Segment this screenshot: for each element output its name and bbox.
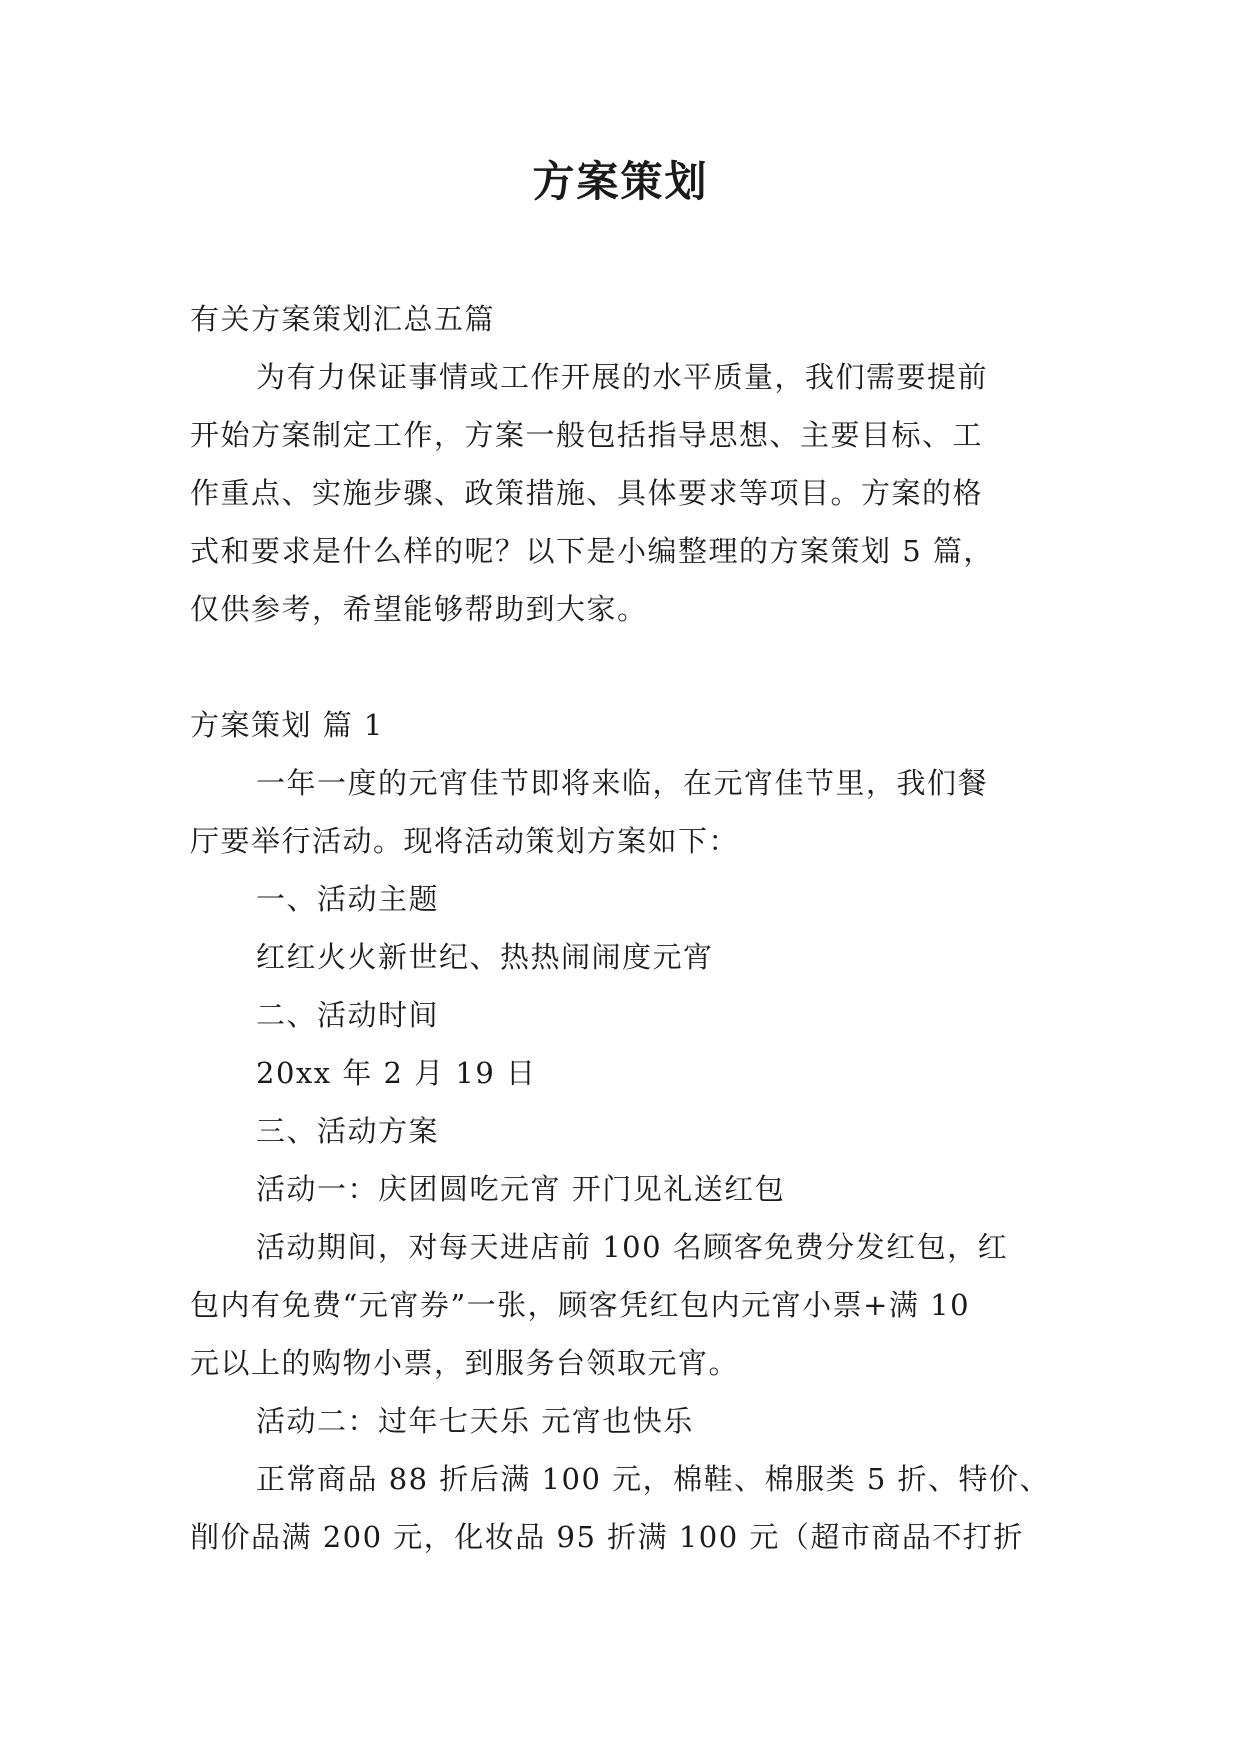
activity1-heading: 活动一：庆团圆吃元宵 开门见礼送红包: [256, 1172, 786, 1206]
plan-heading: 三、活动方案: [256, 1114, 440, 1148]
intro-line: 仅供参考，希望能够帮助到大家。: [190, 592, 648, 626]
document-title: 方案策划: [532, 157, 709, 206]
activity2-heading: 活动二：过年七天乐 元宵也快乐: [256, 1404, 694, 1438]
activity2-line: 削价品满 200 元，化妆品 95 折满 100 元（超市商品不打折: [190, 1520, 1024, 1554]
activity1-line: 包内有免费“元宵券”一张，顾客凭红包内元宵小票+满 10: [190, 1288, 971, 1322]
paragraph-gap: [190, 638, 1060, 696]
section-intro-line: 厅要举行活动。现将活动策划方案如下：: [190, 824, 740, 858]
theme-heading: 一、活动主题: [256, 882, 440, 916]
activity1-line: 活动期间，对每天进店前 100 名顾客免费分发红包，红: [256, 1230, 1009, 1264]
intro-line: 开始方案制定工作，方案一般包括指导思想、主要目标、工: [190, 418, 984, 452]
intro-line: 为有力保证事情或工作开展的水平质量，我们需要提前: [256, 360, 989, 394]
activity2-line: 正常商品 88 折后满 100 元，棉鞋、棉服类 5 折、特价、: [256, 1462, 1051, 1496]
intro-line: 作重点、实施步骤、政策措施、具体要求等项目。方案的格: [190, 476, 984, 510]
theme-text: 红红火火新世纪、热热闹闹度元宵: [256, 940, 714, 974]
document-subtitle: 有关方案策划汇总五篇: [190, 302, 496, 336]
section-intro-line: 一年一度的元宵佳节即将来临，在元宵佳节里，我们餐: [256, 766, 989, 800]
activity1-line: 元以上的购物小票，到服务台领取元宵。: [190, 1346, 740, 1380]
time-text: 20xx 年 2 月 19 日: [256, 1056, 537, 1090]
time-heading: 二、活动时间: [256, 998, 440, 1032]
document-body: [190, 290, 1060, 1566]
intro-line: 式和要求是什么样的呢？以下是小编整理的方案策划 5 篇，: [190, 534, 994, 568]
section-heading: 方案策划 篇 1: [190, 708, 384, 742]
